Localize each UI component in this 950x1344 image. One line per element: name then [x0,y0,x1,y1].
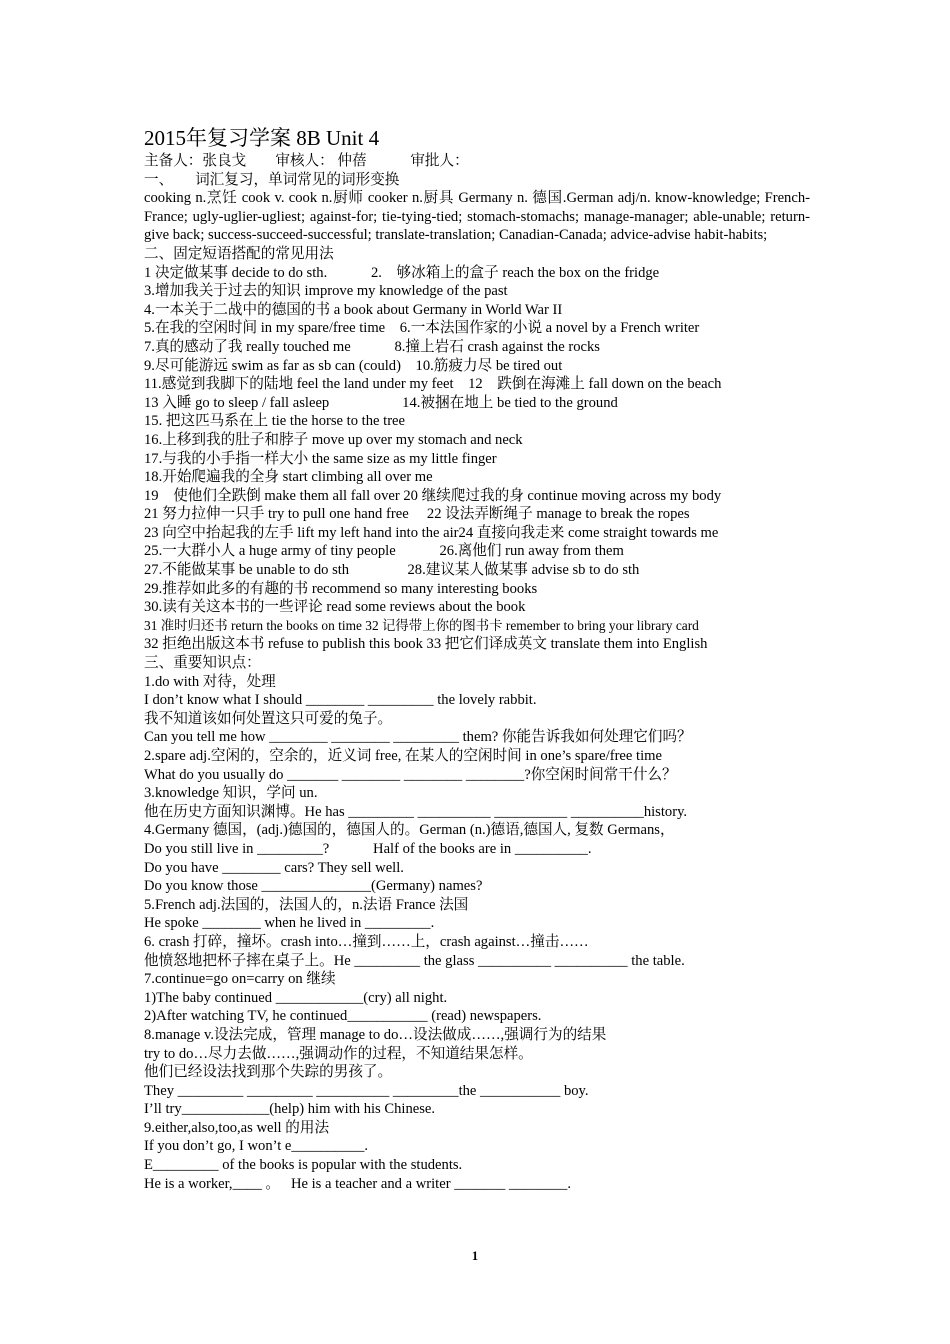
text-line: Do you have ________ cars? They sell well. [144,859,404,876]
text-line: What do you usually do _______ ________ ________ ________?你空闲时间常干什么？ [144,766,677,783]
text-line: He spoke ________ when he lived in _________. [144,915,435,932]
text-line: 25.一大群小人 a huge army of tiny people 26.离他们 run away from them [144,543,624,560]
text-line: 19 使他们全跌倒 make them all fall over 20 继续爬过我的身 continue moving across my body [144,487,722,504]
text-line: 5.French adj.法国的，法国人的，n.法语 France 法国 [144,896,469,913]
text-line: 13 入睡 go to sleep / fall asleep 14.被捆在地上 be tied to the ground [144,394,618,411]
text-line: 15. 把这匹马系在上 tie the horse to the tree [144,413,406,430]
text-line: 3.knowledge 知识，学问 un. [144,785,318,802]
text-line: 27.不能做某事 be unable to do sth 28.建议某人做某事 advise sb to do sth [144,562,640,579]
text-line: 7.continue=go on=carry on 继续 [144,971,336,988]
text-line: 4.一本关于二战中的德国的书 a book about Germany in World War II [144,301,563,318]
text-line: 16.上移到我的肚子和脖子 move up over my stomach and neck [144,431,523,448]
text-line: 他在历史方面知识渊博。He has _________ __________ __________ __________history. [144,803,688,820]
text-line: cooking n.烹饪 cook v. cook n.厨师 cooker n.厨具 Germany n. 德国.German adj/n. know-knowledge; French-France; ugly-uglier-ugliest; against-for; tie-tying-tied; stomach-stomachs; manage-manager; able-unable; return-give back; success-succeed-successful; translate-translation; Canadian-Canada; advice-advise habit-habits; [144,190,810,244]
text-line: 17.与我的小手指一样大小 the same size as my little finger [144,450,497,467]
document-title: 2015年复习学案 8B Unit 4 [144,126,380,150]
text-line: 31 准时归还书 return the books on time 32 记得带上你的图书卡 remember to bring your library card [144,617,699,633]
text-line: 2)After watching TV, he continued___________ (read) newspapers. [144,1008,542,1025]
text-line: 18.开始爬遍我的全身 start climbing all over me [144,469,433,486]
text-line: 6. crash 打碎，撞坏。crash into…撞到……上，crash against…撞击…… [144,933,589,950]
text-line: E_________ of the books is popular with the students. [144,1157,463,1174]
text-line: Do you still live in _________? Half of the books are in __________. [144,840,592,857]
text-line: 二、固定短语搭配的常见用法 [144,245,334,262]
text-line: 2.spare adj.空闲的，空余的，近义词 free, 在某人的空闲时间 in one’s spare/free time [144,748,662,764]
text-line: 30.读有关这本书的一些评论 read some reviews about the book [144,599,526,616]
text-line: 三、重要知识点： [144,655,261,672]
text-line: 我不知道该如何处置这只可爱的兔子。 [144,710,393,727]
text-line: He is a worker,____ 。 He is a teacher and a writer _______ ________. [144,1175,571,1192]
text-line: 11.感觉到我脚下的陆地 feel the land under my feet 12 跌倒在海滩上 fall down on the beach [144,376,722,393]
text-line: try to do…尽力去做……,强调动作的过程，不知道结果怎样。 [144,1045,533,1062]
text-line: Can you tell me how ________ ________ _________ them? 你能告诉我如何处理它们吗？ [144,729,692,746]
page-number: 1 [471,1249,479,1263]
text-line: 8.manage v.设法完成，管理 manage to do…设法做成……,强调行为的结果 [144,1026,607,1043]
text-line: 1 决定做某事 decide to do sth. 2. 够冰箱上的盒子 reach the box on the fridge [144,264,660,281]
text-line: 主备人：张良戈 审核人： 仲蓓 审批人： [144,153,469,169]
text-line: 9.尽可能游远 swim as far as sb can (could) 10.筋疲力尽 be tired out [144,357,563,374]
text-line: 29.推荐如此多的有趣的书 recommend so many interesting books [144,580,538,597]
text-line: 21 努力拉伸一只手 try to pull one hand free 22 设法弄断绳子 manage to break the ropes [144,506,690,523]
text-line: If you don’t go, I won’t e__________. [144,1138,369,1155]
text-line: 1.do with 对待，处理 [144,673,276,690]
text-line: 5.在我的空闲时间 in my spare/free time 6.一本法国作家的小说 a novel by a French writer [144,320,700,337]
text-line: I’ll try____________(help) him with his Chinese. [144,1101,436,1118]
text-line: 32 拒绝出版这本书 refuse to publish this book 33 把它们译成英文 translate them into English [144,636,708,653]
text-line: 他愤怒地把杯子摔在桌子上。He _________ the glass __________ __________ the table. [144,952,685,969]
document-page [144,124,810,1193]
text-line: They _________ _________ __________ _________the ___________ boy. [144,1082,589,1099]
text-line: 1)The baby continued ____________(cry) all night. [144,989,448,1006]
text-line: 23 向空中抬起我的左手 lift my left hand into the air24 直接向我走来 come straight towards me [144,524,719,541]
text-line: 3.增加我关于过去的知识 improve my knowledge of the past [144,283,508,300]
text-line: 9.either,also,too,as well 的用法 [144,1119,330,1136]
text-line: 一、 词汇复习，单词常见的词形变换 [144,171,400,188]
text-line: Do you know those _______________(Germany) names? [144,878,483,895]
text-line: 他们已经设法找到那个失踪的男孩了。 [144,1064,393,1081]
text-line: I don’t know what I should ________ _________ the lovely rabbit. [144,692,537,709]
text-line: 4.Germany 德国，(adj.)德国的，德国人的。German (n.)德语,德国人, 复数 Germans， [144,822,675,839]
text-line: 7.真的感动了我 really touched me 8.撞上岩石 crash against the rocks [144,338,600,355]
document-body [144,152,810,1193]
